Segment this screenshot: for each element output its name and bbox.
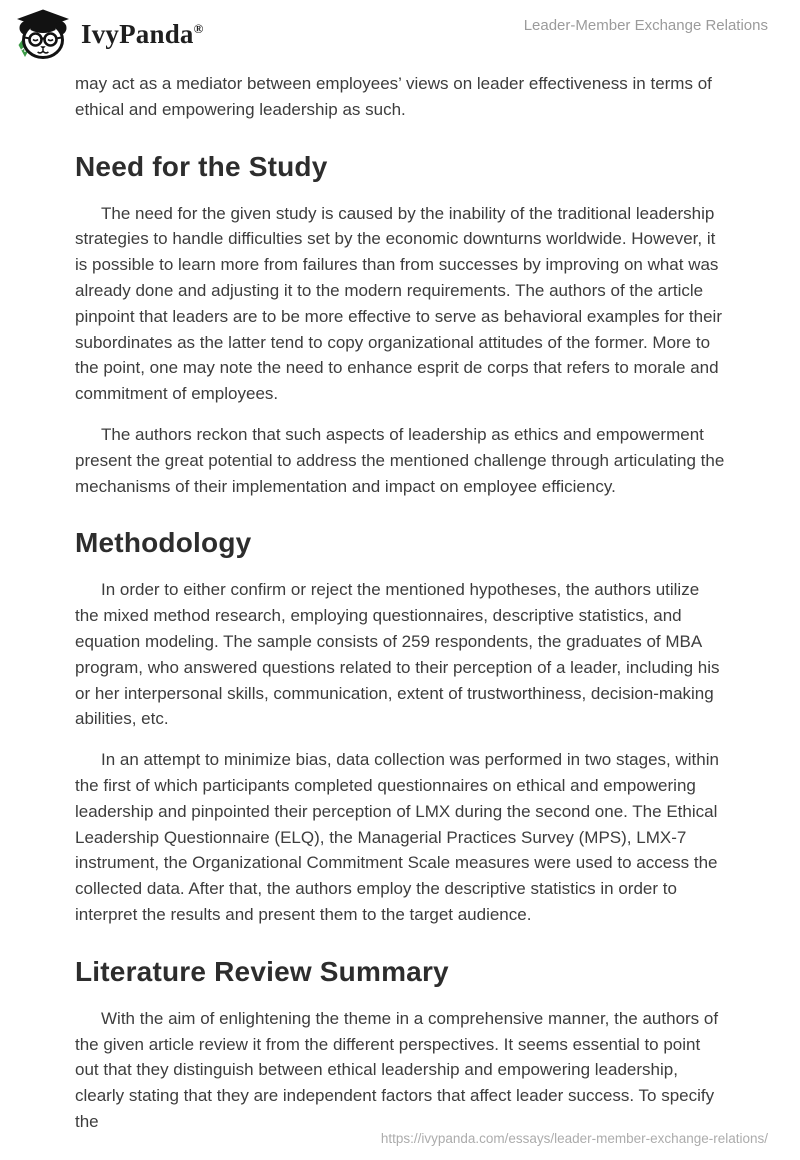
paragraph-intro-continuation: may act as a mediator between employees’ views on leader effectiveness in terms of ethical and empowering leadership as such.: [75, 74, 712, 119]
paragraph: The authors reckon that such aspects of leadership as ethics and empowerment present the great potential to address the mentioned challenge through articulating the mechanisms of their implementation and impact on employee efficiency.: [75, 424, 725, 496]
section-heading-methodology: Methodology: [75, 527, 252, 559]
document-body: [0, 64, 800, 1135]
panda-graduation-cap-icon: [14, 6, 72, 62]
section-heading-need-for-the-study: Need for the Study: [75, 150, 328, 182]
running-head-title: Leader-Member Exchange Relations: [523, 17, 768, 34]
paragraph: In order to either confirm or reject the mentioned hypotheses, the authors utilize the mixed method research, employing questionnaires, descriptive statistics, and equation modeling. The sample consists of 259 respondents, the graduates of MBA program, who answered questions related to their perception of a leader, including his or her interpersonal skills, communication, extent of trustworthiness, decision-making abilities, etc.: [75, 580, 720, 729]
paragraph: With the aim of enlightening the theme in a comprehensive manner, the authors of the given article review it from the different perspectives. It seems essential to point out that they distinguish between ethical leadership and empowering leadership, clearly stating that they are independent factors that affect leader success. To specify the: [75, 1008, 719, 1131]
registered-trademark: ®: [193, 21, 204, 36]
source-url[interactable]: https://ivypanda.com/essays/leader-member-exchange-relations/: [380, 1131, 768, 1146]
paragraph: The need for the given study is caused by the inability of the traditional leadership strategies to handle difficulties set by the economic downturns worldwide. However, it is possible to learn more from failures than from successes by improving on what was already done and adjusting it to the modern requirements. The authors of the article pinpoint that leaders are to be more effective to serve as behavioral examples for their subordinates as the latter tend to copy organizational attitudes of the former. More to the point, one may note the need to enhance esprit de corps that refers to morale and commitment of employees.: [75, 203, 722, 404]
page-header: [0, 0, 800, 64]
paragraph: In an attempt to minimize bias, data collection was performed in two stages, within the first of which participants completed questionnaires on ethical and empowering leadership and pinpointed their perception of LMX during the second one. The Ethical Leadership Questionnaire (ELQ), the Managerial Practices Survey (MPS), LMX-7 instrument, the Organizational Commitment Scale measures were used to access the collected data. After that, the authors employ the descriptive statistics in order to interpret the results and present them to the target audience.: [75, 750, 719, 924]
brand-name: IvyPanda®: [81, 19, 204, 49]
brand: [14, 6, 204, 62]
section-heading-literature-review-summary: Literature Review Summary: [75, 955, 449, 987]
